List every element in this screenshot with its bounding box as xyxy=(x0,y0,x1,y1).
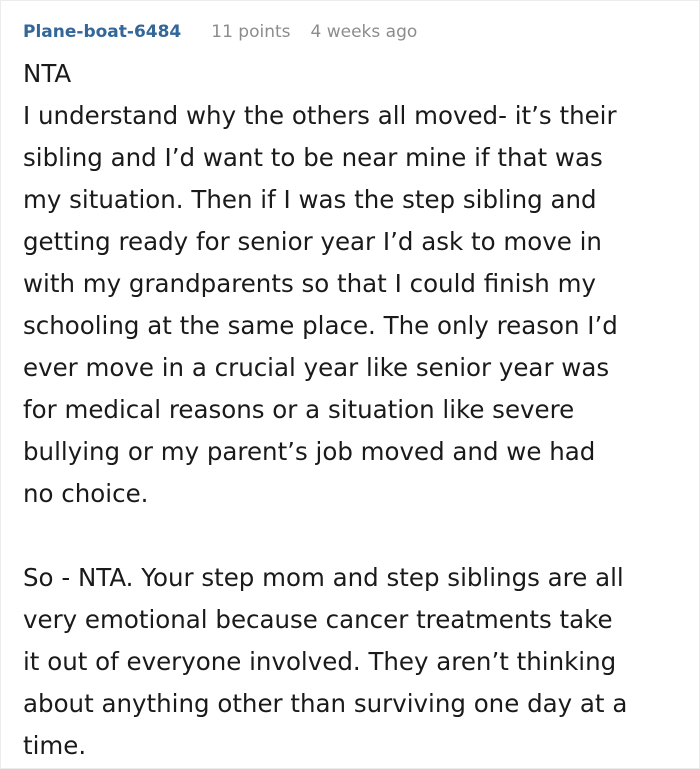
comment-line: ever move in a crucial year like senior year was xyxy=(23,353,610,382)
comment-line: with my grandparents so that I could finish my xyxy=(23,269,596,298)
comment-line: for medical reasons or a situation like severe xyxy=(23,395,575,424)
author-link[interactable]: Plane-boat-6484 xyxy=(23,22,182,42)
comment-line: very emotional because cancer treatments take xyxy=(23,605,613,634)
comment-line: getting ready for senior year I’d ask to move in xyxy=(23,227,602,256)
comment-line: I understand why the others all moved- it’s their xyxy=(23,101,617,130)
comment-line: time. xyxy=(23,731,87,760)
comment-line: my situation. Then if I was the step sibling and xyxy=(23,185,597,214)
comment-timestamp: 4 weeks ago xyxy=(310,22,418,42)
comment-line: schooling at the same place. The only reason I’d xyxy=(23,311,618,340)
comment-body xyxy=(23,53,691,767)
comment-line: So - NTA. Your step mom and step siblings are all xyxy=(23,563,624,592)
comment-line: sibling and I’d want to be near mine if that was xyxy=(23,143,603,172)
paragraph-break xyxy=(23,515,691,557)
comment-line: no choice. xyxy=(23,479,149,508)
comment-line: it out of everyone involved. They aren’t thinking xyxy=(23,647,617,676)
comment-line: bullying or my parent’s job moved and we had xyxy=(23,437,596,466)
points-count: 11 points xyxy=(211,22,291,42)
comment-line: about anything other than surviving one day at a xyxy=(23,689,628,718)
comment-line: NTA xyxy=(23,59,72,88)
comment-meta xyxy=(23,21,417,43)
